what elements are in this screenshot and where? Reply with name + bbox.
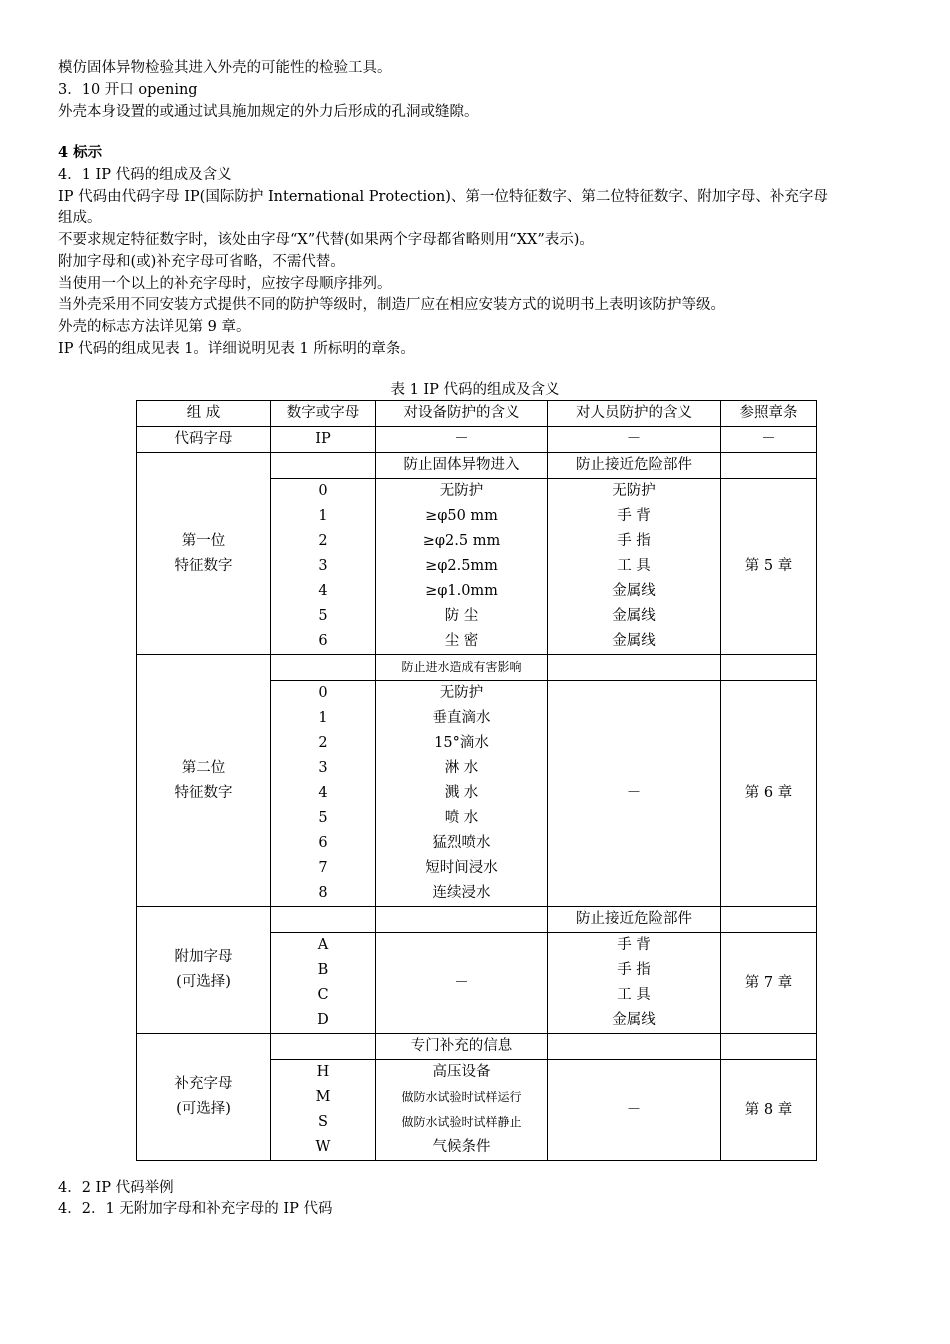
subsection-heading: 4．2．1 无附加字母和补充字母的 IP 代码 bbox=[58, 1201, 333, 1217]
code-item: 3 bbox=[318, 558, 328, 574]
code-list bbox=[271, 1060, 376, 1161]
code-list bbox=[271, 479, 376, 655]
section-heading-text: 4 标示 bbox=[58, 144, 103, 161]
code-item: 0 bbox=[318, 685, 328, 701]
group-label-cell bbox=[137, 907, 271, 1034]
code-list bbox=[271, 933, 376, 1034]
table-row bbox=[137, 655, 817, 681]
section-heading bbox=[58, 143, 102, 163]
subheader-cell: 防止接近危险部件 bbox=[548, 453, 721, 479]
ip-code-table bbox=[136, 400, 817, 1161]
meaning-item: 无防护 bbox=[439, 483, 484, 499]
meaning-item: 金属线 bbox=[612, 1012, 656, 1028]
meaning-item: 防 尘 bbox=[444, 608, 479, 624]
code-item: 5 bbox=[318, 810, 328, 826]
group-label: 特征数字 bbox=[174, 784, 233, 801]
person-protection-list bbox=[548, 479, 721, 655]
group-label-cell bbox=[137, 655, 271, 907]
subheader-cell: 防止接近危险部件 bbox=[548, 907, 721, 933]
paragraph: IP 代码由代码字母 IP(国际防护 International Protection)、第一位特征数字、第二位特征数字、附加字母、补充字母 bbox=[58, 189, 828, 205]
meaning-item: 喷 水 bbox=[444, 810, 479, 826]
table-cell bbox=[721, 655, 817, 681]
meaning-item: 连续浸水 bbox=[432, 885, 491, 901]
meaning-item: 手 背 bbox=[617, 508, 651, 524]
code-list bbox=[271, 681, 376, 907]
meaning-item: 手 背 bbox=[617, 937, 651, 953]
code-item: 2 bbox=[318, 735, 328, 751]
meaning-item: 尘 密 bbox=[444, 633, 479, 649]
code-item: D bbox=[317, 1012, 329, 1028]
table-cell bbox=[721, 453, 817, 479]
subsection-heading: 4．1 IP 代码的组成及含义 bbox=[58, 167, 232, 183]
device-protection-list bbox=[376, 1060, 548, 1161]
device-protection-cell: － bbox=[376, 933, 548, 1034]
table-row bbox=[137, 453, 817, 479]
table-cell bbox=[721, 1034, 817, 1060]
table-cell bbox=[271, 907, 376, 933]
meaning-item: ≥φ2.5mm bbox=[425, 558, 498, 574]
group-label: 特征数字 bbox=[174, 557, 233, 574]
reference-cell: 第 7 章 bbox=[721, 933, 817, 1034]
paragraph: IP 代码的组成见表 1。详细说明见表 1 所标明的章条。 bbox=[58, 341, 415, 357]
meaning-item: 高压设备 bbox=[432, 1064, 491, 1080]
meaning-item: 短时间浸水 bbox=[425, 860, 498, 876]
header-cell: 数字或字母 bbox=[271, 401, 376, 427]
header-cell: 对人员防护的含义 bbox=[548, 401, 721, 427]
code-item: 2 bbox=[318, 533, 328, 549]
meaning-item: 15°滴水 bbox=[434, 735, 489, 751]
header-cell: 参照章条 bbox=[721, 401, 817, 427]
paragraph: 当使用一个以上的补充字母时，应按字母顺序排列。 bbox=[58, 276, 392, 292]
meaning-item: 金属线 bbox=[612, 633, 656, 649]
person-protection-list bbox=[548, 933, 721, 1034]
table-cell bbox=[548, 655, 721, 681]
group-label: 第一位 bbox=[181, 532, 226, 549]
code-item: B bbox=[317, 962, 329, 978]
meaning-item: 工 具 bbox=[617, 987, 651, 1003]
table-row bbox=[137, 907, 817, 933]
table-cell: － bbox=[376, 427, 548, 453]
meaning-item: 溅 水 bbox=[444, 785, 479, 801]
table-cell: IP bbox=[271, 427, 376, 453]
table-cell bbox=[271, 1034, 376, 1060]
paragraph: 当外壳采用不同安装方式提供不同的防护等级时，制造厂应在相应安装方式的说明书上表明该防护等级。 bbox=[58, 297, 725, 313]
group-label: 第二位 bbox=[181, 759, 226, 776]
person-protection-cell: － bbox=[548, 1060, 721, 1161]
table-cell: － bbox=[721, 427, 817, 453]
meaning-item: 手 指 bbox=[617, 962, 651, 978]
table-header-row bbox=[137, 401, 817, 427]
meaning-item: 无防护 bbox=[439, 685, 484, 701]
group-label: 补充字母 bbox=[174, 1076, 233, 1092]
reference-cell: 第 6 章 bbox=[721, 681, 817, 907]
meaning-item: ≥φ2.5 mm bbox=[422, 533, 501, 549]
code-item: 0 bbox=[318, 483, 328, 499]
code-item: S bbox=[318, 1114, 328, 1130]
code-item: 5 bbox=[318, 608, 328, 624]
meaning-item: 做防水试验时试样运行 bbox=[401, 1090, 522, 1104]
header-cell: 对设备防护的含义 bbox=[376, 401, 548, 427]
subheader-cell: 防止进水造成有害影响 bbox=[376, 655, 548, 681]
group-label: (可选择) bbox=[176, 974, 231, 990]
code-item: 4 bbox=[318, 785, 328, 801]
device-protection-list bbox=[376, 681, 548, 907]
table-caption: 表 1 IP 代码的组成及含义 bbox=[390, 382, 560, 398]
section-heading: 3．10 开口 opening bbox=[58, 82, 198, 98]
table-cell: － bbox=[548, 427, 721, 453]
paragraph: 外壳的标志方法详见第 9 章。 bbox=[58, 319, 251, 335]
reference-cell: 第 5 章 bbox=[721, 479, 817, 655]
table-cell: 代码字母 bbox=[137, 427, 271, 453]
meaning-item: ≥φ50 mm bbox=[425, 508, 498, 524]
meaning-item: 垂直滴水 bbox=[432, 710, 491, 726]
meaning-item: 金属线 bbox=[612, 608, 656, 624]
code-item: 1 bbox=[318, 710, 328, 726]
group-label-cell bbox=[137, 453, 271, 655]
code-item: 6 bbox=[318, 835, 328, 851]
code-item: 4 bbox=[318, 583, 328, 599]
subheader-cell: 专门补充的信息 bbox=[376, 1034, 548, 1060]
code-item: H bbox=[316, 1064, 330, 1080]
paragraph: 不要求规定特征数字时，该处由字母“X”代替(如果两个字母都省略则用“XX”表示)。 bbox=[58, 232, 594, 248]
code-item: M bbox=[315, 1089, 331, 1105]
code-item: 1 bbox=[318, 508, 328, 524]
meaning-item: 无防护 bbox=[612, 483, 656, 499]
meaning-item: 手 指 bbox=[617, 533, 651, 549]
table-cell bbox=[376, 907, 548, 933]
group-label: (可选择) bbox=[176, 1101, 231, 1117]
group-label-cell bbox=[137, 1034, 271, 1161]
code-item: W bbox=[315, 1139, 331, 1155]
group-label: 附加字母 bbox=[174, 949, 233, 965]
meaning-item: 淋 水 bbox=[444, 760, 479, 776]
code-item: C bbox=[317, 987, 329, 1003]
table-cell bbox=[271, 453, 376, 479]
code-item: 6 bbox=[318, 633, 328, 649]
paragraph: 附加字母和(或)补充字母可省略，不需代替。 bbox=[58, 254, 345, 270]
meaning-item: ≥φ1.0mm bbox=[425, 583, 498, 599]
table-cell bbox=[271, 655, 376, 681]
paragraph: 组成。 bbox=[58, 210, 102, 226]
device-protection-list bbox=[376, 479, 548, 655]
reference-cell: 第 8 章 bbox=[721, 1060, 817, 1161]
subheader-cell: 防止固体异物进入 bbox=[376, 453, 548, 479]
code-item: 8 bbox=[318, 885, 328, 901]
meaning-item: 工 具 bbox=[617, 558, 651, 574]
code-item: 7 bbox=[318, 860, 328, 876]
meaning-item: 做防水试验时试样静止 bbox=[401, 1115, 522, 1129]
meaning-item: 猛烈喷水 bbox=[432, 835, 491, 851]
subsection-heading: 4．2 IP 代码举例 bbox=[58, 1180, 174, 1196]
table-row bbox=[137, 1034, 817, 1060]
table-cell bbox=[548, 1034, 721, 1060]
code-item: 3 bbox=[318, 760, 328, 776]
meaning-item: 气候条件 bbox=[432, 1139, 491, 1155]
code-item: A bbox=[317, 937, 329, 953]
person-protection-cell: － bbox=[548, 681, 721, 907]
table-cell bbox=[721, 907, 817, 933]
table-row bbox=[137, 427, 817, 453]
meaning-item: 金属线 bbox=[612, 583, 656, 599]
paragraph: 模仿固体异物检验其进入外壳的可能性的检验工具。 bbox=[58, 60, 392, 76]
paragraph: 外壳本身设置的或通过试具施加规定的外力后形成的孔洞或缝隙。 bbox=[58, 104, 479, 120]
header-cell: 组 成 bbox=[137, 401, 271, 427]
